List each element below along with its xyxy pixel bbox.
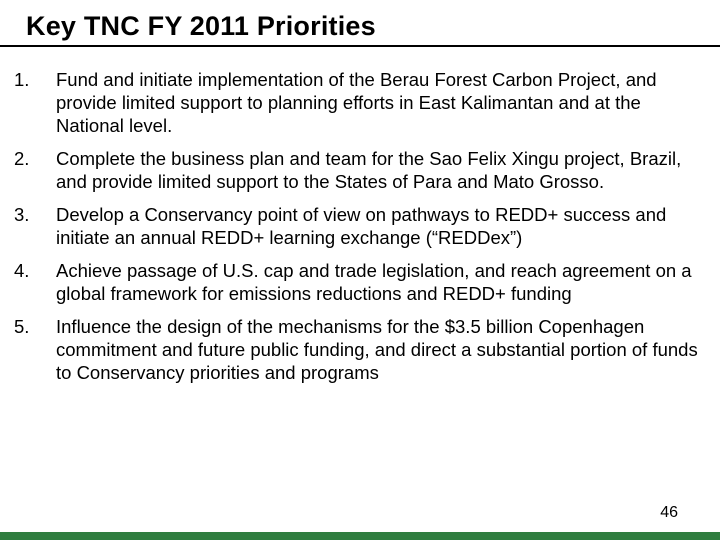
footer-bar — [0, 532, 720, 540]
title-divider — [0, 45, 720, 47]
list-item-number: 1. — [14, 69, 30, 90]
list-item-number: 2. — [14, 148, 30, 169]
list-item — [14, 147, 704, 193]
priorities-list — [14, 68, 704, 394]
list-item-text: Achieve passage of U.S. cap and trade legislation, and reach agreement on a global framework for emissions reductions and REDD+ funding — [56, 260, 692, 304]
list-item — [14, 259, 704, 305]
list-item-text: Complete the business plan and team for the Sao Felix Xingu project, Brazil, and provide limited support to the States of Para and Mato Grosso. — [56, 148, 682, 192]
list-item-text: Influence the design of the mechanisms for the $3.5 billion Copenhagen commitment and future public funding, and direct a substantial portion of funds to Conservancy priorities and programs — [56, 316, 698, 383]
page-number: 46 — [660, 504, 678, 521]
list-item — [14, 68, 704, 137]
list-item-text: Develop a Conservancy point of view on pathways to REDD+ success and initiate an annual REDD+ learning exchange (“REDDex”) — [56, 204, 667, 248]
list-item-text: Fund and initiate implementation of the Berau Forest Carbon Project, and provide limited support to planning efforts in East Kalimantan and at the National level. — [56, 69, 657, 136]
list-item-number: 5. — [14, 316, 30, 337]
list-item — [14, 315, 704, 384]
list-item-number: 4. — [14, 260, 30, 281]
list-item-number: 3. — [14, 204, 30, 225]
list-item — [14, 203, 704, 249]
slide-title: Key TNC FY 2011 Priorities — [26, 11, 376, 41]
